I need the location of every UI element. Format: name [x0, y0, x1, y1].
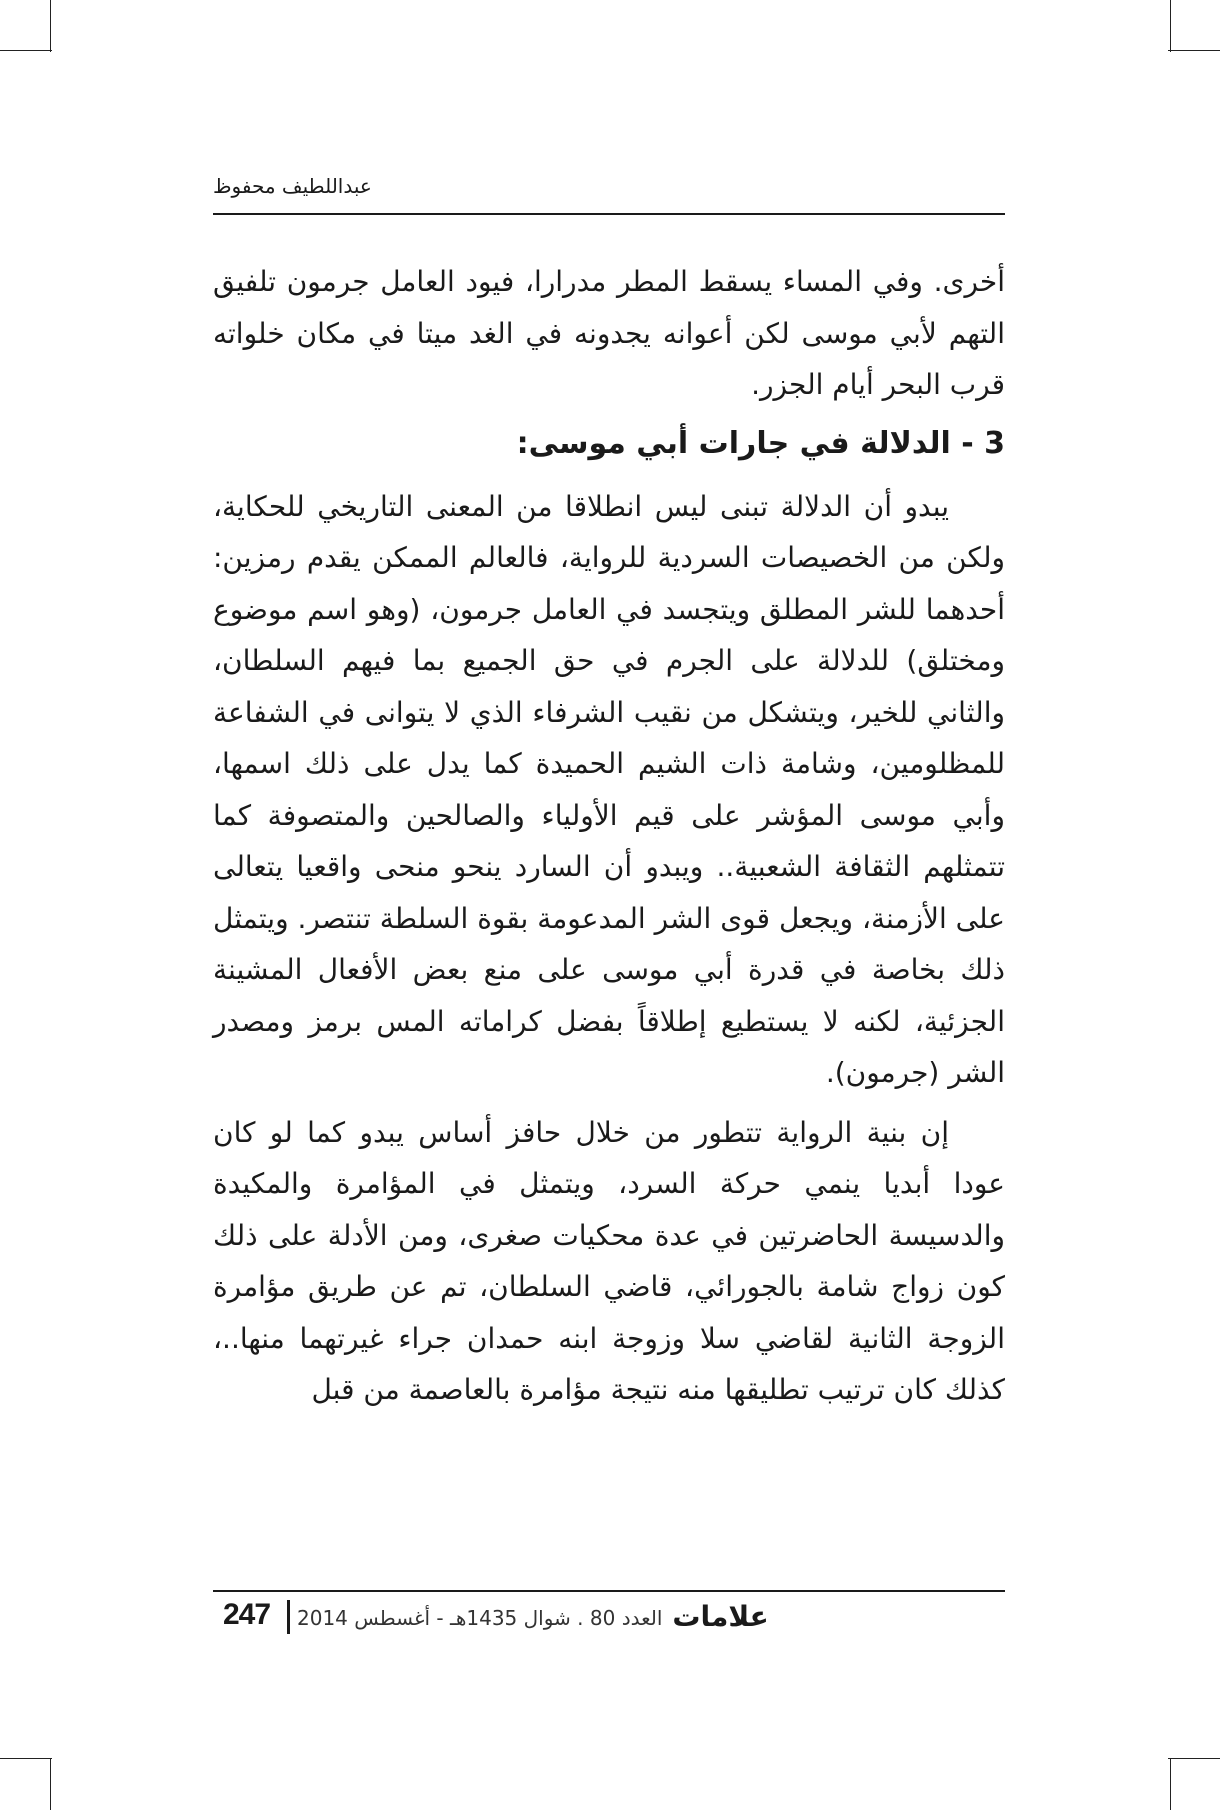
header-rule [213, 213, 1005, 215]
crop-mark [1168, 50, 1220, 51]
page [213, 0, 1005, 1810]
paragraph: أخرى. وفي المساء يسقط المطر مدرارا، فيود العامل جرمون تلفيق التهم لأبي موسى لكن أعوانه يجدونه في الغد ميتا في مكان خلواته قرب البحر أيام الجزر. [213, 265, 1005, 401]
crop-mark [1170, 0, 1171, 52]
journal-logo: علامات [672, 1600, 769, 1633]
page-number: 247 [223, 1598, 271, 1631]
running-head-author: عبداللطيف محفوظ [213, 174, 372, 198]
paragraph: يبدو أن الدلالة تبنى ليس انطلاقا من المعنى التاريخي للحكاية، ولكن من الخصيصات السردية للرواية، فالعالم الممكن يقدم رمزين: أحدهما للشر المطلق ويتجسد في العامل جرمون، (وهو اسم موضوع ومختلق) للدلالة على الجرم في حق الجميع بما فيهم السلطان، والثاني للخير، ويتشكل من نقيب الشرفاء الذي لا يتوانى في الشفاعة للمظلومين، وشامة ذات الشيم الحميدة كما يدل على ذلك اسمها، وأبي موسى المؤشر على قيم الأولياء والصالحين والمتصوفة كما تتمثلهم الثقافة الشعبية.. ويبدو أن السارد ينحو منحى واقعيا يتعالى على الأزمنة، ويجعل قوى الشر المدعومة بقوة السلطة تنتصر. ويتمثل ذلك بخاصة في قدرة أبي موسى على منع بعض الأفعال المشينة الجزئية، لكنه لا يستطيع إطلاقاً بفضل كراماته المس برمز ومصدر الشر (جرمون). [213, 489, 1005, 1089]
issue-info: العدد 80 . شوال 1435هـ - أغسطس 2014 [297, 1606, 663, 1630]
article-body [213, 256, 1005, 1416]
crop-mark [1168, 1758, 1220, 1759]
crop-mark [50, 1758, 51, 1810]
section-heading: 3 - الدلالة في جارات أبي موسى: [516, 425, 1005, 461]
crop-mark [1170, 1758, 1171, 1810]
paragraph: إن بنية الرواية تتطور من خلال حافز أساس يبدو كما لو كان عودا أبديا ينمي حركة السرد، ويتمثل في المؤامرة والمكيدة والدسيسة الحاضرتين في عدة محكيات صغرى، ومن الأدلة على ذلك كون زواج شامة بالجورائي، قاضي السلطان، تم عن طريق مؤامرة الزوجة الثانية لقاضي سلا وزوجة ابنه حمدان جراء غيرتهما منها..، كذلك كان ترتيب تطليقها منه نتيجة مؤامرة بالعاصمة من قبل [213, 1115, 1005, 1406]
crop-mark [0, 50, 52, 51]
footer [213, 1598, 1005, 1638]
crop-mark [0, 1758, 52, 1759]
crop-mark [50, 0, 51, 52]
footer-separator [287, 1600, 290, 1634]
footer-rule [213, 1590, 1005, 1592]
